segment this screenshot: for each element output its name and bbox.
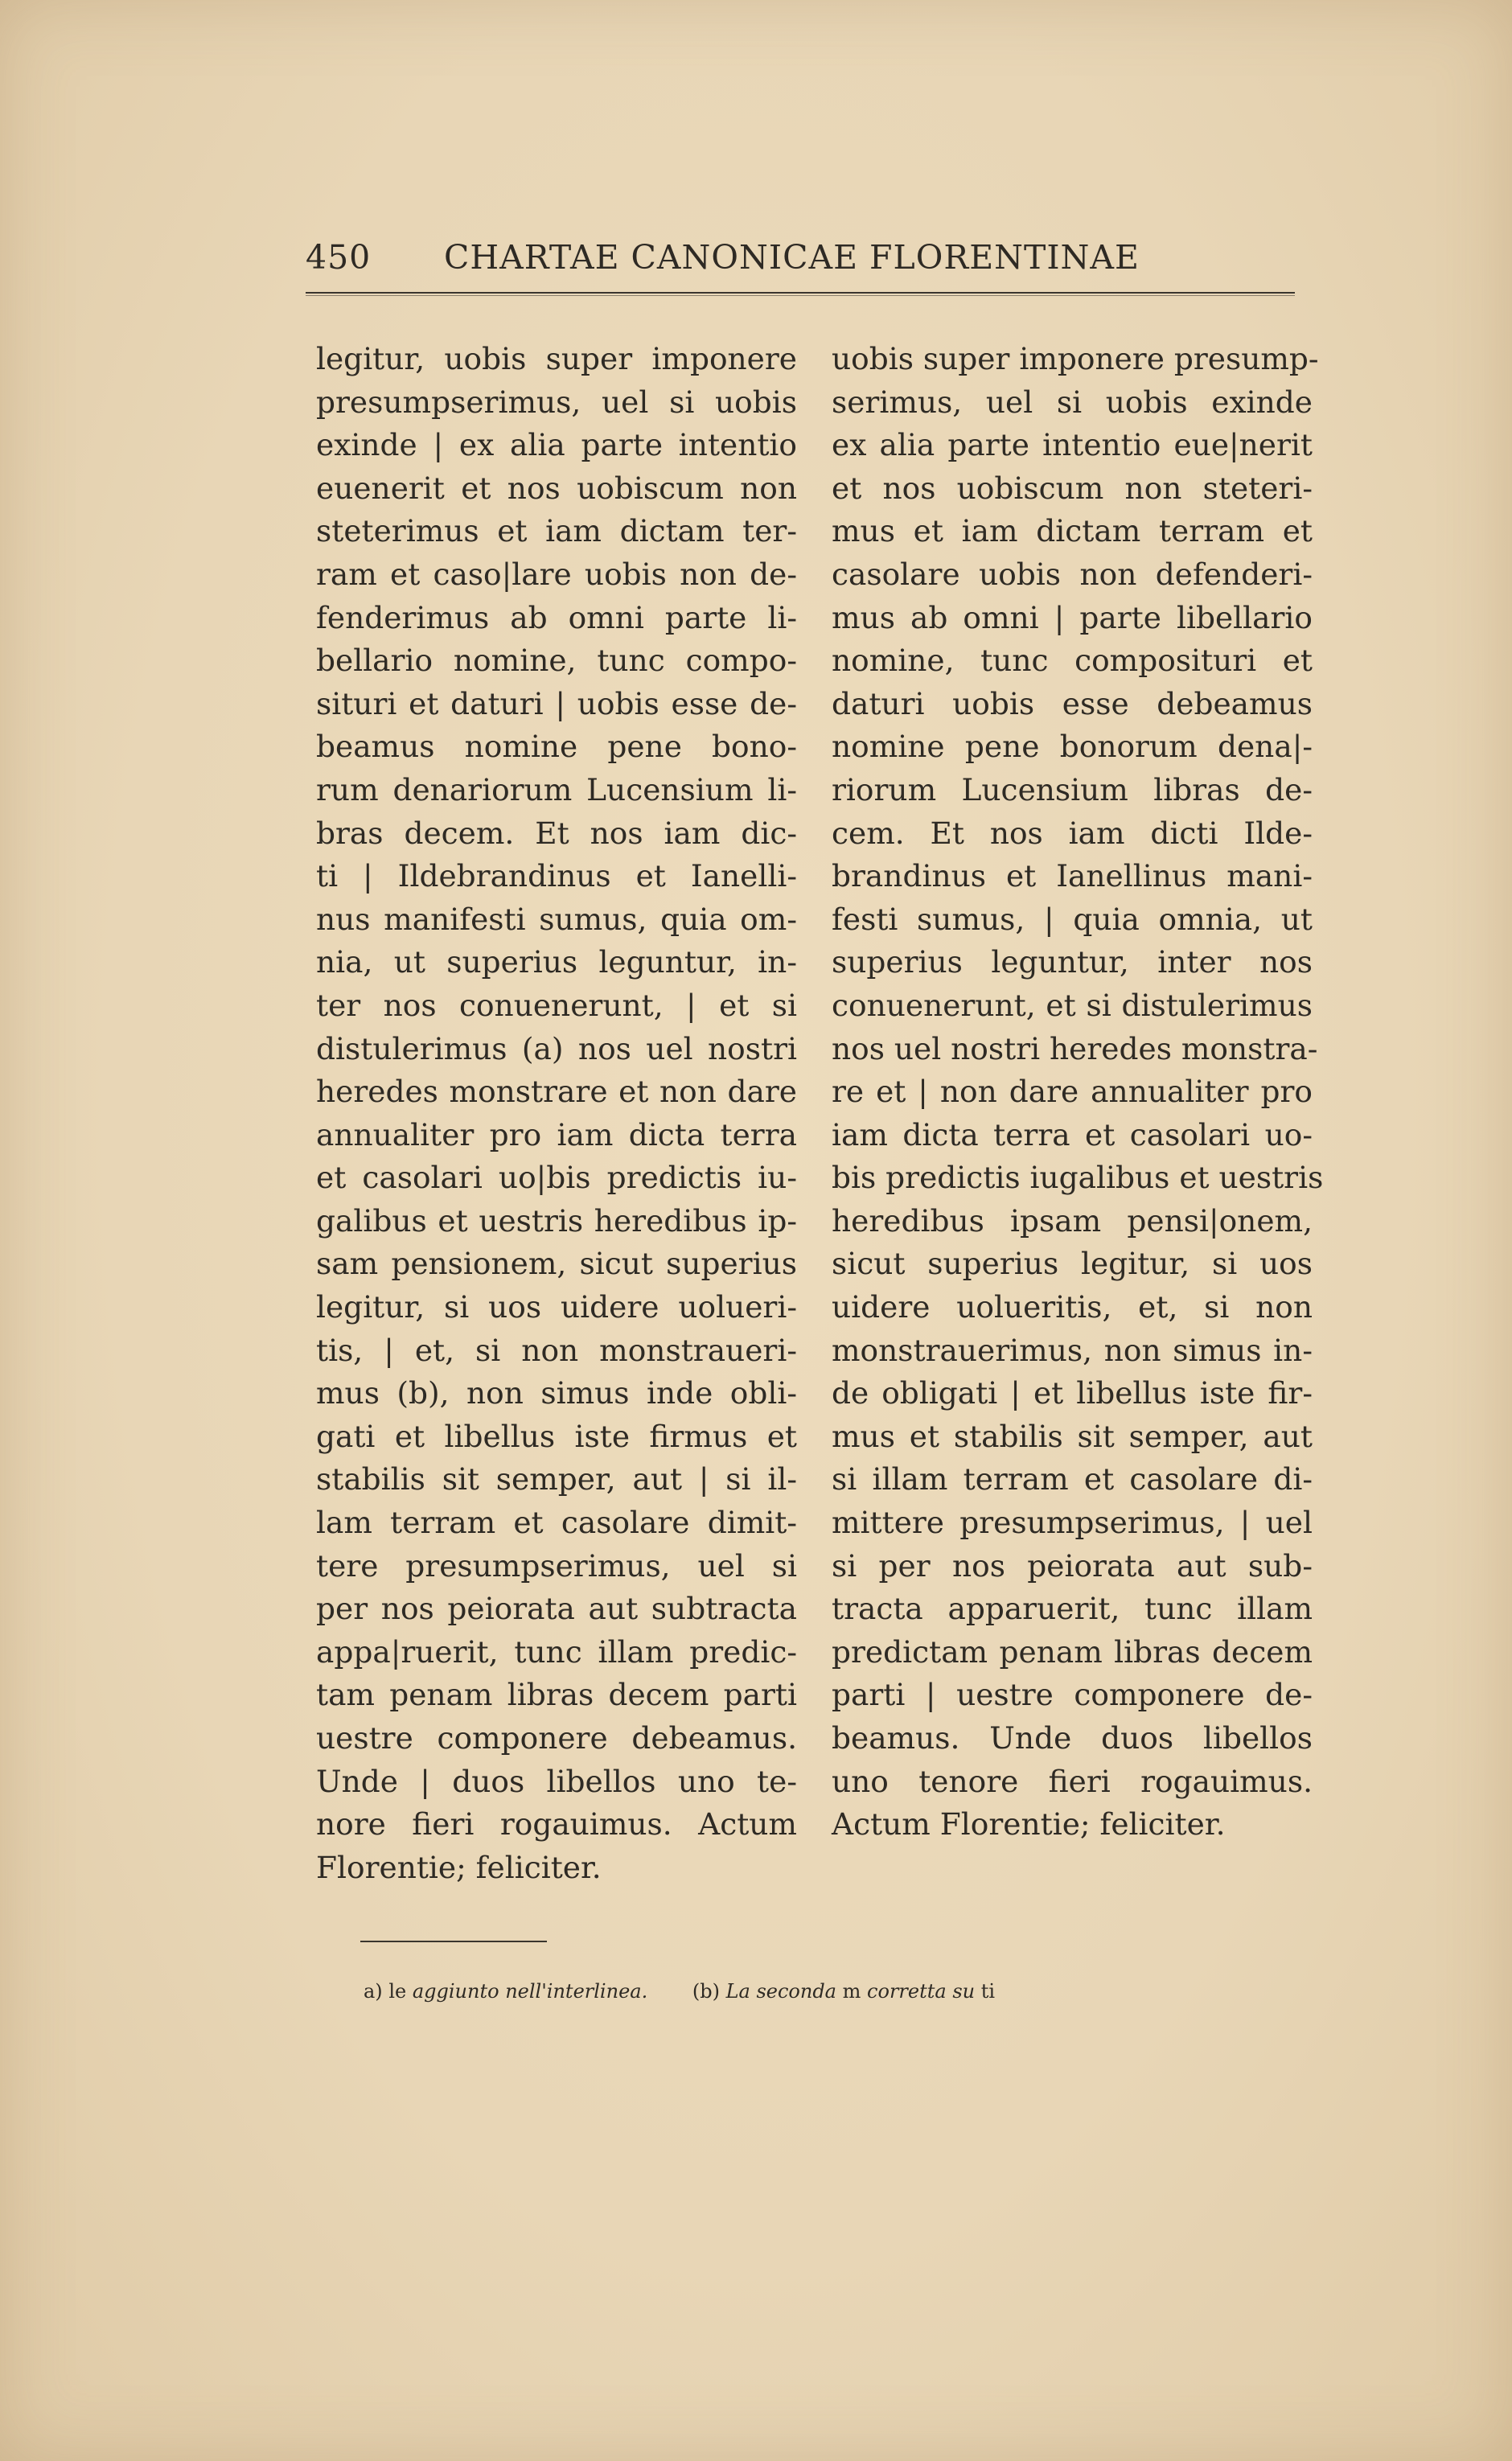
left-column-line: tam penam libras decem parti bbox=[316, 1677, 797, 1713]
left-column-line: distulerimus (a) nos uel nostri bbox=[316, 1030, 797, 1066]
page-number: 450 bbox=[306, 238, 372, 277]
left-text-column bbox=[316, 338, 797, 1889]
left-column-line: sam pensionem, sicut superius bbox=[316, 1246, 797, 1282]
left-column-line: beamus nomine pene bono- bbox=[316, 729, 797, 765]
right-column-line: uno tenore fieri rogauimus. bbox=[832, 1763, 1313, 1799]
right-column-line: sicut superius legitur, si uos bbox=[832, 1246, 1313, 1282]
footnote-b-text-1: La seconda bbox=[725, 1980, 836, 2003]
left-column-line: lam terram et casolare dimit- bbox=[316, 1505, 797, 1541]
right-column-line: parti | uestre componere de- bbox=[832, 1677, 1313, 1713]
left-column-line: galibus et uestris heredibus ip- bbox=[316, 1202, 797, 1239]
right-column-line: mittere presumpserimus, | uel bbox=[832, 1505, 1313, 1541]
right-text-column bbox=[832, 338, 1324, 1847]
right-column-line: si illam terram et casolare di- bbox=[832, 1461, 1313, 1498]
right-column-line: heredibus ipsam pensi|onem, bbox=[832, 1202, 1313, 1239]
left-column-line: nore fieri rogauimus. Actum bbox=[316, 1806, 797, 1843]
footnote-b-text-2: corretta su bbox=[867, 1980, 976, 2003]
left-column-line: exinde | ex alia parte intentio bbox=[316, 427, 797, 463]
left-column-line: ter nos conuenerunt, | et si bbox=[316, 987, 797, 1023]
left-column-line: steterimus et iam dictam ter- bbox=[316, 513, 797, 549]
footnotes bbox=[364, 1980, 995, 2003]
left-column-line: tere presumpserimus, uel si bbox=[316, 1547, 797, 1584]
right-column-line: nomine, tunc compositurі et bbox=[832, 643, 1313, 679]
left-column-line: legitur, si uos uidere uolueri- bbox=[316, 1289, 797, 1325]
left-column-line: euenerit et nos uobiscum non bbox=[316, 470, 797, 506]
left-column-line: Unde | duos libellos uno te- bbox=[316, 1763, 797, 1799]
left-column-line: Florentie; feliciter. bbox=[316, 1849, 602, 1885]
right-column-line: brandinus et Ianellinus mani- bbox=[832, 858, 1313, 894]
right-column-line: mus ab omni | parte libellario bbox=[832, 599, 1313, 635]
footnote-a-term: le bbox=[388, 1980, 407, 2003]
footnote-b bbox=[692, 1980, 995, 2003]
right-column-line: cem. Et nos iam dicti Ilde- bbox=[832, 815, 1313, 851]
left-column-line: nia, ut superius leguntur, in- bbox=[316, 944, 797, 980]
left-column-line: bellario nomine, tunc compo- bbox=[316, 643, 797, 679]
right-column-line: uobis super imponere presump- bbox=[832, 341, 1319, 376]
right-column-line: mus et stabilis sit semper, aut bbox=[832, 1418, 1313, 1454]
right-column-line: daturi uobis esse debeamus bbox=[832, 685, 1313, 721]
right-column-line: conuenerunt, et si distulerimus bbox=[832, 987, 1313, 1023]
right-column-line: re et | non dare annualiter pro bbox=[832, 1074, 1313, 1110]
running-title: CHARTAE CANONICAE FLORENTINAE bbox=[444, 238, 1140, 277]
left-column-line: situri et daturi | uobis esse de- bbox=[316, 685, 797, 721]
right-column-line: uidere uolueritis, et, si non bbox=[832, 1289, 1313, 1325]
footnote-a bbox=[364, 1980, 654, 2003]
left-column-line: heredes monstrare et non dare bbox=[316, 1074, 797, 1110]
right-column-line: iam dicta terra et casolari uo- bbox=[832, 1116, 1313, 1152]
right-column-line: superius leguntur, inter nos bbox=[832, 944, 1313, 980]
left-column-line: presumpserimus, uel si uobis bbox=[316, 384, 797, 420]
right-column-line: beamus. Unde duos libellos bbox=[832, 1720, 1313, 1756]
footnote-b-term: m bbox=[842, 1980, 861, 2003]
header-rule-secondary bbox=[306, 295, 1295, 296]
right-column-line: nomine pene bonorum dena|- bbox=[832, 729, 1313, 765]
running-header bbox=[306, 238, 1295, 286]
right-column-line: predictam penam libras decem bbox=[832, 1633, 1313, 1670]
left-column-line: uestre componere debeamus. bbox=[316, 1720, 797, 1756]
right-column-line: bis predictis iugalibus et uestris bbox=[832, 1160, 1324, 1196]
right-column-line: si per nos peiorata aut sub- bbox=[832, 1547, 1313, 1584]
right-column-line: ex alia parte intentio eue|nerit bbox=[832, 427, 1313, 463]
left-column-line: fenderimus ab omni parte li- bbox=[316, 599, 797, 635]
footnote-b-marker: (b) bbox=[692, 1980, 720, 2003]
footnote-rule bbox=[360, 1941, 547, 1942]
left-column-line: bras decem. Et nos iam dic- bbox=[316, 815, 797, 851]
right-column-line: monstrauerimus, non simus in- bbox=[832, 1332, 1313, 1368]
header-rule bbox=[306, 292, 1295, 294]
right-column-line: nos uel nostri heredes monstra- bbox=[832, 1030, 1318, 1066]
right-column-line: serimus, uel si uobis exinde bbox=[832, 384, 1313, 420]
right-column-line: de obligati | et libellus iste fir- bbox=[832, 1375, 1313, 1411]
left-column-line: ti | Ildebrandinus et Ianelli- bbox=[316, 858, 797, 894]
right-column-line: casolare uobis non defenderi- bbox=[832, 556, 1313, 592]
right-column-line: tracta apparuerit, tunc illam bbox=[832, 1591, 1313, 1627]
right-column-line: et nos uobiscum non steteri- bbox=[832, 470, 1313, 506]
right-column-line: mus et iam dictam terram et bbox=[832, 513, 1313, 549]
left-column-line: nus manifesti sumus, quia om- bbox=[316, 901, 797, 937]
footnote-a-text: aggiunto nell'interlinea. bbox=[412, 1980, 648, 2003]
left-column-line: tis, | et, si non monstraueri- bbox=[316, 1332, 797, 1368]
left-column-line: stabilis sit semper, aut | si il- bbox=[316, 1461, 797, 1498]
left-column-line: mus (b), non simus inde obli- bbox=[316, 1375, 797, 1411]
right-column-line: Actum Florentie; feliciter. bbox=[832, 1806, 1226, 1843]
left-column-line: per nos peiorata aut subtracta bbox=[316, 1591, 797, 1627]
footnote-b-term-2: ti bbox=[980, 1980, 996, 2003]
left-column-line: rum denariorum Lucensium li- bbox=[316, 771, 797, 807]
left-column-line: appa|ruerit, tunc illam predic- bbox=[316, 1633, 797, 1670]
left-column-line: ram et caso|lare uobis non de- bbox=[316, 556, 797, 592]
left-column-line: annualiter pro iam dicta terra bbox=[316, 1116, 797, 1152]
right-column-line: festi sumus, | quia omnia, ut bbox=[832, 901, 1313, 937]
footnote-a-marker: a) bbox=[364, 1980, 383, 2003]
right-column-line: riorum Lucensium libras de- bbox=[832, 771, 1313, 807]
left-column-line: gati et libellus iste firmus et bbox=[316, 1418, 797, 1454]
left-column-line: legitur, uobis super imponere bbox=[316, 341, 797, 376]
left-column-line: et casolari uo|bis predictis iu- bbox=[316, 1160, 797, 1196]
